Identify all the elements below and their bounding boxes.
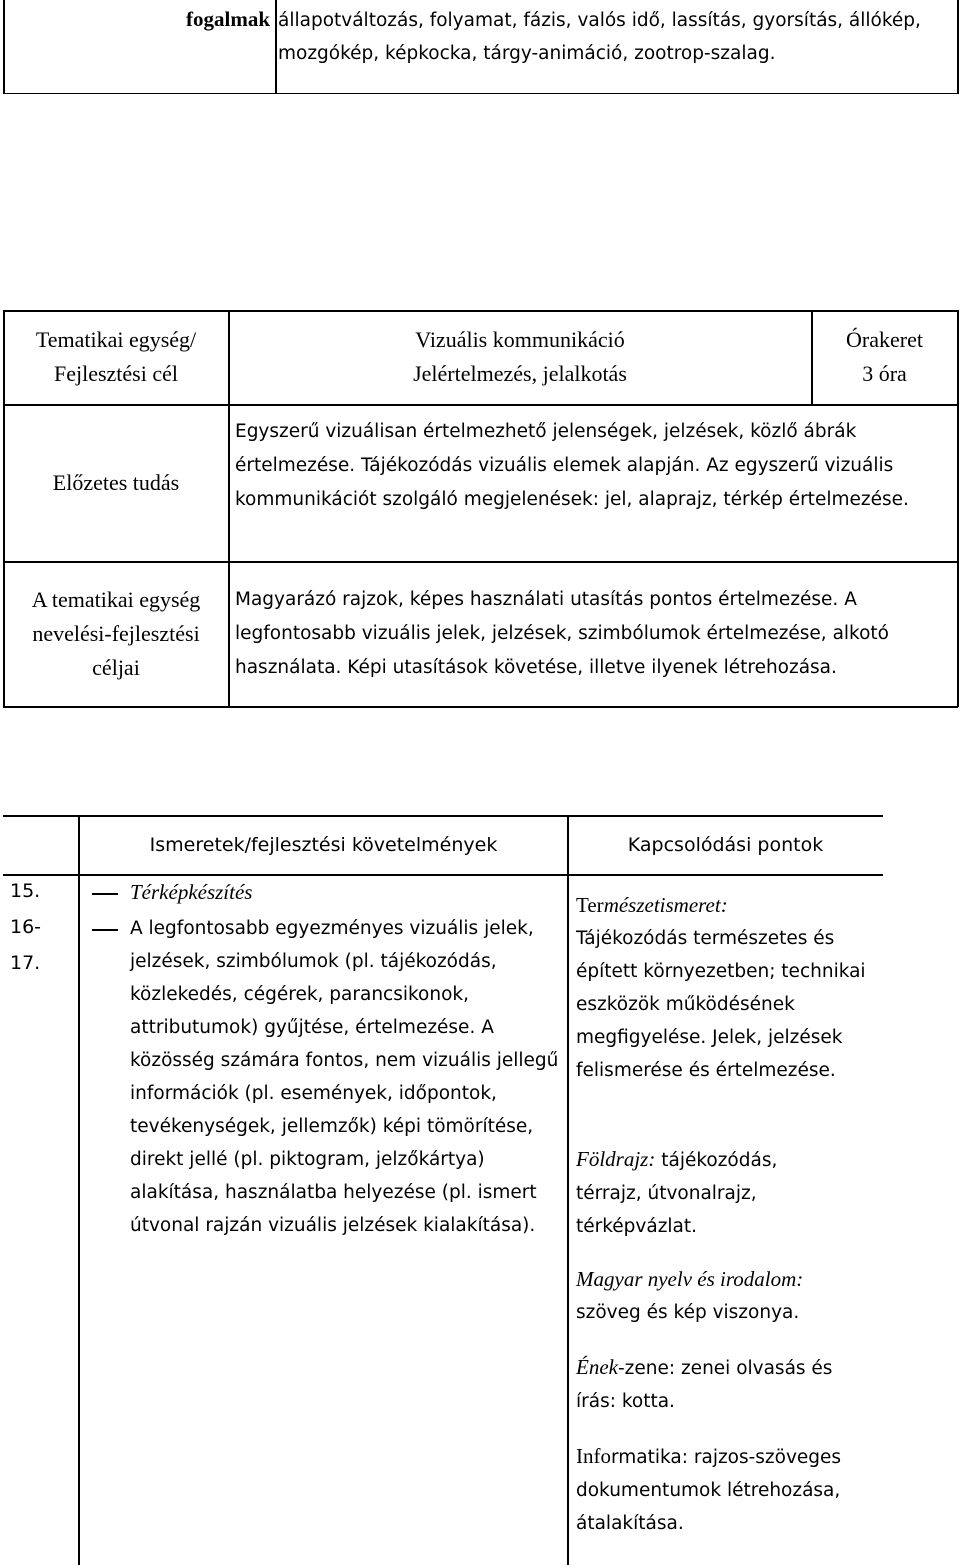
header-thematic-unit: Tematikai egység/ Fejlesztési cél (35, 327, 197, 386)
connection-informatics: Informatika: rajzos-szöveges dokumentumok létrehozása, átalakítása. (576, 1444, 842, 1534)
header-connections: Kapcsolódási pontok (627, 834, 824, 856)
requirement-map-making: Térképkészítés (130, 880, 253, 904)
header-hours: Órakeret 3 óra (846, 327, 923, 386)
connection-natural-science: Természetismeret: Tájékozódás természetes és épített környezetben; technikai eszközök működésének megfigyelése. Jelek, jelzések felismerése és értelmezése. (576, 893, 866, 1081)
header-requirements: Ismeretek/fejlesztési követelmények (149, 834, 498, 856)
prior-knowledge-text: Egyszerű vizuálisan értelmezhető jelenségek, jelzések, közlő ábrák értelmezése. Tájékozódás vizuális elemek alapján. Az egyszerű vizuális kommunikációt szolgáló megjelenések: jel, alaprajz, térkép értelmezése. (235, 421, 909, 510)
list-dash (92, 929, 118, 931)
connection-hungarian-literature: Magyar nyelv és irodalom: szöveg és kép viszonya. (576, 1267, 804, 1323)
concepts-label: fogalmak (186, 7, 270, 31)
connection-music: Ének-zene: zenei olvasás és írás: kotta. (576, 1355, 833, 1412)
goals-label: A tematikai egység nevelési-fejlesztési céljai (31, 587, 201, 680)
requirement-symbols: A legfontosabb egyezményes vizuális jelek, jelzések, szimbólumok (pl. tájékozódás, közlekedés, cégérek, parancsikonok, attributumok) gyűjtése, értelmezése. A közösség számára fontos, nem vizuális jellegű információk (pl. események, időpontok, tevékenységek, jellemzők) képi tömörítése, direkt jellé (pl. piktogram, jelzőkártya) alakítása, használatba helyezése (pl. ismert útvonal rajzán vizuális jelzések kialakítása). (130, 918, 559, 1236)
connection-geography: Földrajz: tájékozódás, térrajz, útvonalrajz, térképvázlat. (576, 1147, 778, 1237)
prior-knowledge-label: Előzetes tudás (52, 470, 180, 495)
list-dash (92, 893, 118, 895)
header-unit-title: Vizuális kommunikáció Jelértelmezés, jelalkotás (413, 327, 627, 386)
goals-text: Magyarázó rajzok, képes használati utasítás pontos értelmezése. A legfontosabb vizuális jelek, jelzések, szimbólumok értelmezése, alkotó használata. Képi utasítások követése, illetve ilyenek létrehozása. (235, 589, 889, 678)
lesson-numbers: 15. 16- 17. (10, 880, 42, 974)
concepts-text: állapotváltozás, folyamat, fázis, valós idő, lassítás, gyorsítás, állókép, mozgókép, képkocka, tárgy-animáció, zootrop-szalag. (278, 10, 921, 64)
